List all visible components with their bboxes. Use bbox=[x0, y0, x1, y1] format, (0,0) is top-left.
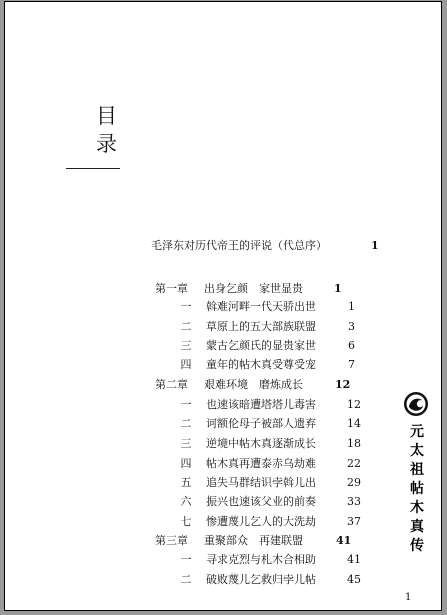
section-1-2-page: 3 bbox=[348, 320, 355, 333]
section-1-4-page: 7 bbox=[348, 358, 355, 371]
section-1-3-num: 三 bbox=[180, 339, 192, 352]
preface-page: 1 bbox=[371, 239, 379, 252]
side-book-title bbox=[407, 423, 427, 556]
section-2-2-page: 14 bbox=[347, 417, 361, 430]
section-1-4-num: 四 bbox=[180, 358, 192, 371]
section-1-3-page: 6 bbox=[348, 339, 355, 352]
section-2-5-page: 29 bbox=[347, 476, 361, 489]
section-1-2-title[interactable]: 草原上的五大部族联盟 bbox=[206, 320, 316, 333]
section-2-2-num: 二 bbox=[180, 417, 192, 430]
section-3-2-num: 二 bbox=[180, 573, 192, 586]
side-title-char: 祖 bbox=[410, 462, 424, 478]
section-2-6-page: 33 bbox=[347, 495, 361, 508]
section-2-6-num: 六 bbox=[180, 495, 192, 508]
section-2-1-num: 一 bbox=[180, 398, 192, 411]
section-2-4-page: 22 bbox=[347, 457, 361, 470]
section-2-1-title[interactable]: 也速该暗遭塔塔儿毒害 bbox=[206, 398, 316, 411]
heading-underline bbox=[66, 168, 120, 169]
section-1-1-num: 一 bbox=[180, 300, 192, 313]
section-1-3-title[interactable]: 蒙古乞颜氏的显贵家世 bbox=[206, 339, 316, 352]
chapter-3-page: 41 bbox=[336, 534, 352, 547]
preface-title[interactable]: 毛泽东对历代帝王的评说（代总序） bbox=[151, 239, 327, 252]
section-2-5-title[interactable]: 追失马群结识孛斡儿出 bbox=[206, 476, 316, 489]
section-1-1-page: 1 bbox=[348, 300, 355, 313]
side-title-char: 传 bbox=[410, 538, 424, 554]
chapter-3-title[interactable]: 重聚部众 再建联盟 bbox=[204, 534, 303, 547]
chapter-2-label[interactable]: 第二章 bbox=[155, 378, 188, 391]
contents-heading-char-1: 目 bbox=[96, 104, 117, 128]
section-2-7-title[interactable]: 惨遭蔑儿乞人的大洗劫 bbox=[206, 515, 316, 528]
section-2-1-page: 12 bbox=[347, 398, 361, 411]
contents-heading bbox=[96, 102, 118, 158]
section-3-2-title[interactable]: 破败蔑儿乞救归孛儿帖 bbox=[206, 573, 316, 586]
page-number: 1 bbox=[405, 592, 412, 603]
section-3-1-page: 41 bbox=[347, 553, 361, 566]
section-2-3-page: 18 bbox=[347, 437, 361, 450]
side-title-char: 元 bbox=[410, 424, 424, 440]
chapter-3-label[interactable]: 第三章 bbox=[155, 534, 188, 547]
side-title-char: 真 bbox=[410, 519, 424, 535]
chapter-1-page: 1 bbox=[334, 282, 342, 295]
section-2-3-num: 三 bbox=[180, 437, 192, 450]
section-3-1-num: 一 bbox=[180, 553, 192, 566]
chapter-2-page: 12 bbox=[335, 378, 351, 391]
section-3-1-title[interactable]: 寻求克烈与札木合相助 bbox=[206, 553, 316, 566]
section-2-7-page: 37 bbox=[347, 515, 361, 528]
section-1-2-num: 二 bbox=[180, 320, 192, 333]
section-2-6-title[interactable]: 振兴也速该父业的前奏 bbox=[206, 495, 316, 508]
chapter-2-title[interactable]: 艰难环境 磨炼成长 bbox=[204, 378, 303, 391]
contents-heading-char-2: 录 bbox=[96, 132, 117, 156]
section-2-4-title[interactable]: 帖木真再遭泰赤乌劫难 bbox=[206, 457, 316, 470]
chapter-1-label[interactable]: 第一章 bbox=[155, 282, 188, 295]
section-2-3-title[interactable]: 逆境中帖木真逐渐成长 bbox=[206, 437, 316, 450]
section-1-4-title[interactable]: 童年的帖木真受尊受宠 bbox=[206, 358, 316, 371]
dragon-emblem-icon bbox=[403, 391, 429, 417]
section-2-2-title[interactable]: 诃额伦母子被部人遗弃 bbox=[206, 417, 316, 430]
side-title-char: 太 bbox=[410, 443, 424, 459]
chapter-1-title[interactable]: 出身乞颜 家世显贵 bbox=[204, 282, 303, 295]
side-title-char: 木 bbox=[410, 500, 424, 516]
section-3-2-page: 45 bbox=[347, 573, 361, 586]
section-2-4-num: 四 bbox=[180, 457, 192, 470]
section-1-1-title[interactable]: 斡难河畔一代天骄出世 bbox=[206, 300, 316, 313]
section-2-7-num: 七 bbox=[180, 515, 192, 528]
side-title-char: 帖 bbox=[410, 481, 424, 497]
section-2-5-num: 五 bbox=[180, 476, 192, 489]
book-page bbox=[4, 1, 442, 611]
